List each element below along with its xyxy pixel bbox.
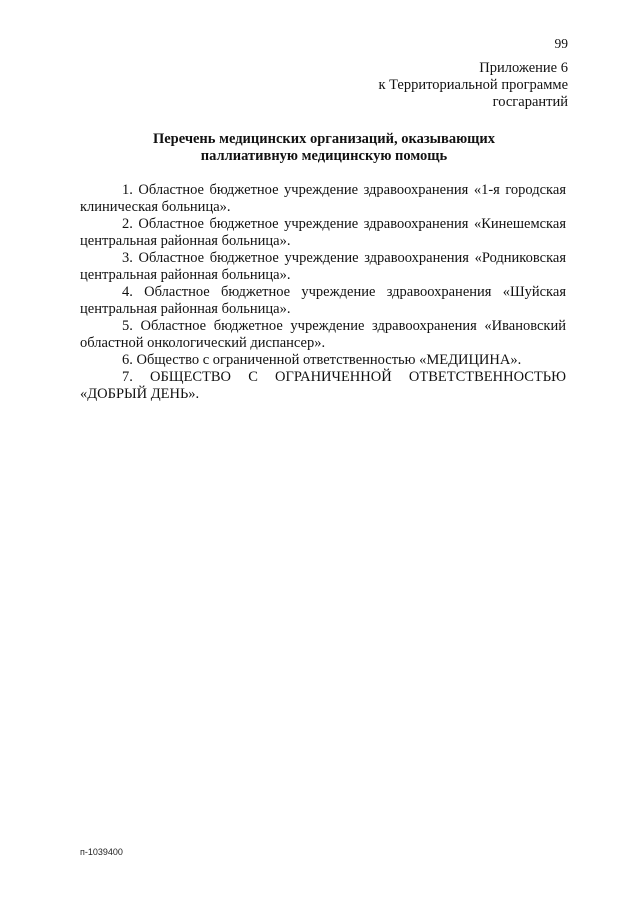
- appendix-line: Приложение 6: [479, 60, 568, 76]
- document-title: [80, 131, 568, 165]
- list-item: 6. Общество с ограниченной ответственностью «МЕДИЦИНА».: [122, 352, 522, 368]
- list-item: 3. Областное бюджетное учреждение здравоохранения «Родниковская центральная районная больница».: [80, 250, 566, 283]
- appendix-line: к Территориальной программе: [378, 77, 568, 93]
- list-item: 1. Областное бюджетное учреждение здравоохранения «1-я городская клиническая больница».: [80, 182, 566, 215]
- title-line: Перечень медицинских организаций, оказывающих: [152, 131, 496, 147]
- list-item: 5. Областное бюджетное учреждение здравоохранения «Ивановский областной онкологический диспансер».: [80, 318, 566, 351]
- document-code: п-1039400: [80, 847, 123, 857]
- list-item: 7. ОБЩЕСТВО С ОГРАНИЧЕННОЙ ОТВЕТСТВЕННОСТЬЮ «ДОБРЫЙ ДЕНЬ».: [80, 369, 566, 402]
- list-item: 2. Областное бюджетное учреждение здравоохранения «Кинешемская центральная районная больница».: [80, 216, 566, 249]
- appendix-header: [378, 60, 568, 111]
- page-number: 99: [554, 36, 568, 51]
- title-line: паллиативную медицинскую помощь: [200, 148, 448, 164]
- organization-list: [80, 182, 566, 403]
- appendix-line: госгарантий: [492, 94, 568, 110]
- list-item: 4. Областное бюджетное учреждение здравоохранения «Шуйская центральная районная больница».: [80, 284, 566, 317]
